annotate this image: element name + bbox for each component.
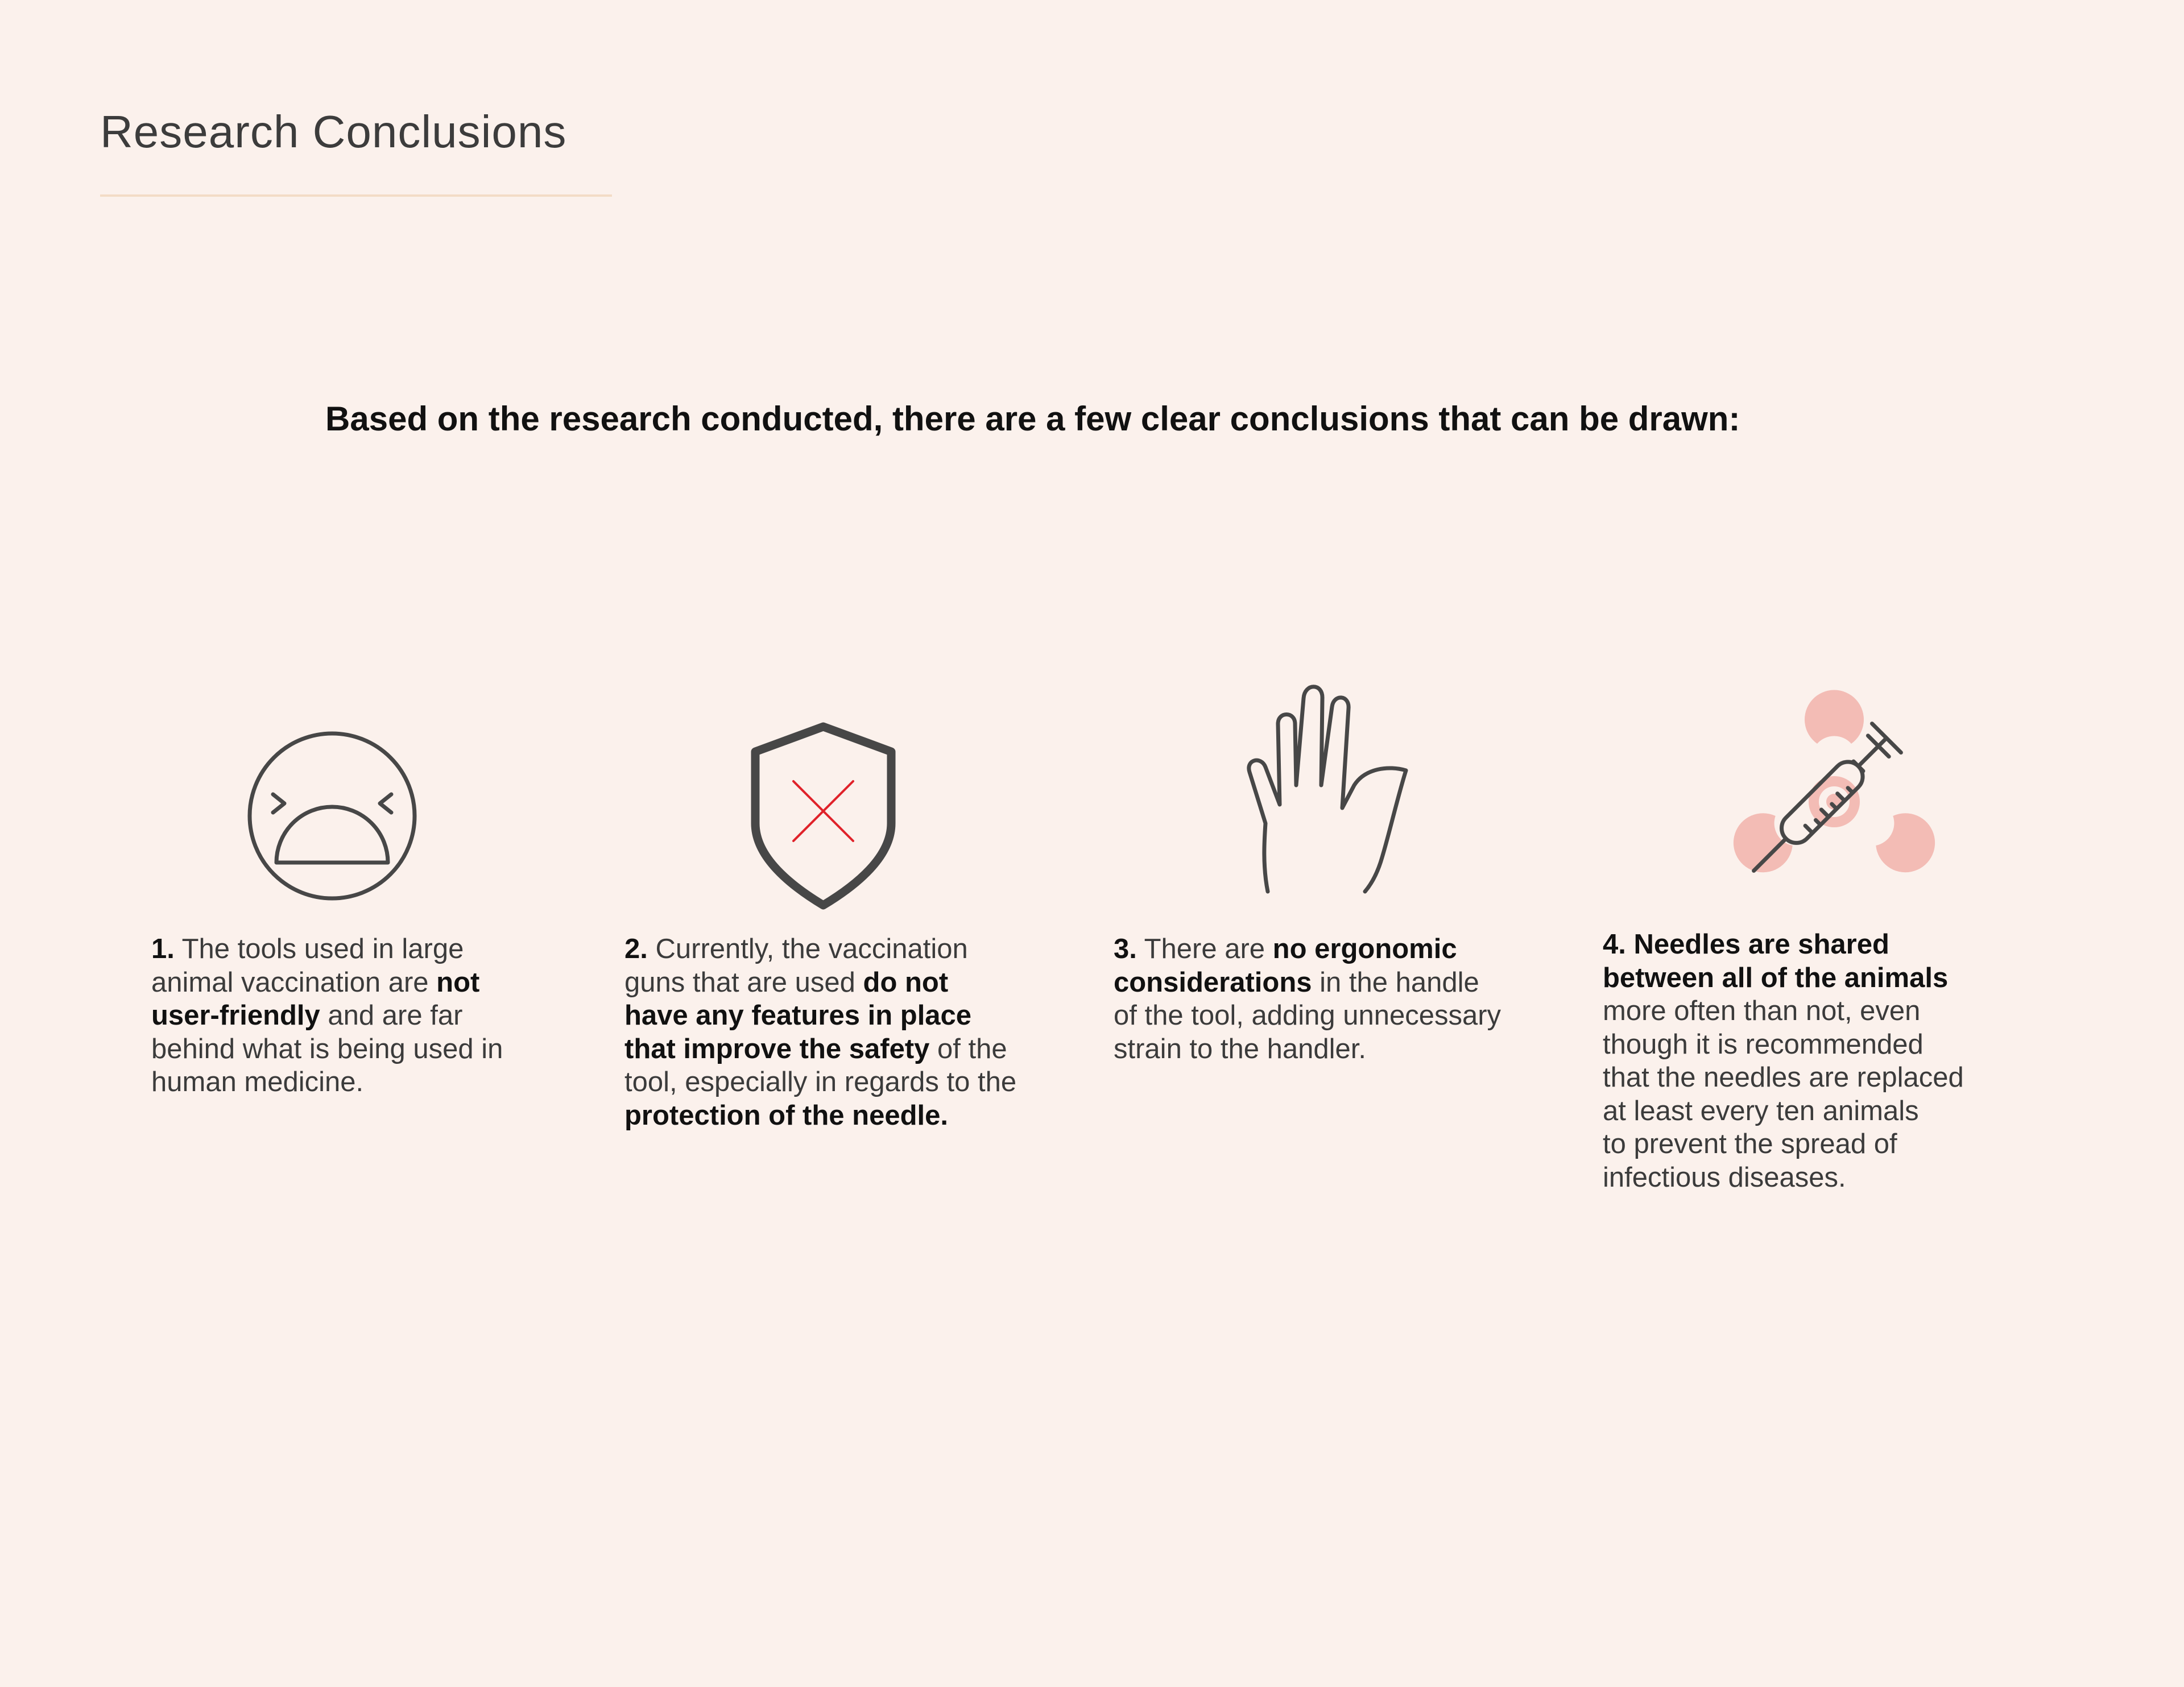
- crying-face-icon: [247, 731, 417, 901]
- conclusion-line: [1603, 1161, 1964, 1195]
- conclusion-line: [1603, 994, 1964, 1028]
- conclusion-line: [1114, 932, 1501, 966]
- conclusion-2: [624, 932, 1016, 1132]
- page-title: Research Conclusions: [100, 106, 567, 157]
- bold-text: protection of the needle.: [624, 1100, 948, 1131]
- bold-text: that improve the safety: [624, 1033, 930, 1064]
- conclusion-line: [1603, 1028, 1964, 1062]
- conclusion-line: [624, 999, 1016, 1033]
- body-text: at least every ten animals: [1603, 1095, 1919, 1126]
- body-text: of the tool, adding unnecessary: [1114, 1000, 1502, 1031]
- bold-text: not: [436, 967, 480, 998]
- body-text: strain to the handler.: [1114, 1033, 1367, 1064]
- body-text: infectious diseases.: [1603, 1162, 1846, 1193]
- title-divider: [100, 194, 612, 197]
- bold-text: do not: [863, 967, 949, 998]
- bold-text: between all of the animals: [1603, 962, 1949, 993]
- conclusion-line: [151, 1066, 503, 1099]
- body-text: that the needles are replaced: [1603, 1062, 1964, 1093]
- bold-text: 1.: [151, 934, 175, 964]
- bold-text: user-friendly: [151, 1000, 320, 1031]
- body-text: human medicine.: [151, 1067, 364, 1097]
- body-text: in the handle: [1312, 967, 1479, 998]
- shield-cross-icon: [748, 722, 899, 910]
- conclusion-line: [1114, 966, 1501, 1000]
- bold-text: have any features in place: [624, 1000, 972, 1031]
- conclusion-line: [151, 999, 503, 1033]
- conclusion-line: [624, 1033, 1016, 1066]
- bold-text: 3.: [1114, 934, 1137, 964]
- body-text: to prevent the spread of: [1603, 1129, 1897, 1159]
- conclusion-line: [624, 932, 1016, 966]
- conclusion-3: [1114, 932, 1501, 1066]
- conclusion-line: [1603, 1128, 1964, 1161]
- body-text: behind what is being used in: [151, 1033, 503, 1064]
- conclusion-4: [1603, 928, 1964, 1194]
- body-text: guns that are used: [624, 967, 863, 998]
- intro-heading: Based on the research conducted, there are a few clear conclusions that can be drawn:: [325, 400, 1740, 438]
- conclusion-line: [1603, 961, 1964, 995]
- body-text: tool, especially in regards to the: [624, 1067, 1017, 1097]
- conclusion-line: [1114, 999, 1501, 1033]
- bold-text: no ergonomic: [1272, 934, 1457, 964]
- body-text: more often than not, even: [1603, 996, 1921, 1026]
- bold-text: 2.: [624, 934, 648, 964]
- body-text: of the: [929, 1033, 1007, 1064]
- body-text: The tools used in large: [174, 934, 464, 964]
- conclusion-line: [624, 966, 1016, 1000]
- body-text: There are: [1136, 934, 1273, 964]
- body-text: Currently, the vaccination: [647, 934, 968, 964]
- hand-icon: [1243, 684, 1413, 894]
- conclusion-line: [1603, 1061, 1964, 1095]
- body-text: animal vaccination are: [151, 967, 437, 998]
- bold-text: 4. Needles are shared: [1603, 929, 1889, 960]
- conclusion-1: [151, 932, 503, 1099]
- conclusion-line: [624, 1066, 1016, 1099]
- conclusion-line: [151, 1033, 503, 1066]
- syringe-biohazard-icon: [1732, 688, 1937, 893]
- conclusion-line: [1114, 1033, 1501, 1066]
- biohazard-icon: [1732, 690, 1937, 884]
- conclusion-line: [1603, 1095, 1964, 1128]
- conclusion-line: [1603, 928, 1964, 961]
- conclusion-line: [151, 932, 503, 966]
- body-text: and are far: [320, 1000, 463, 1031]
- conclusion-line: [151, 966, 503, 1000]
- body-text: though it is recommended: [1603, 1029, 1924, 1060]
- conclusion-line: [624, 1099, 1016, 1133]
- bold-text: considerations: [1114, 967, 1312, 998]
